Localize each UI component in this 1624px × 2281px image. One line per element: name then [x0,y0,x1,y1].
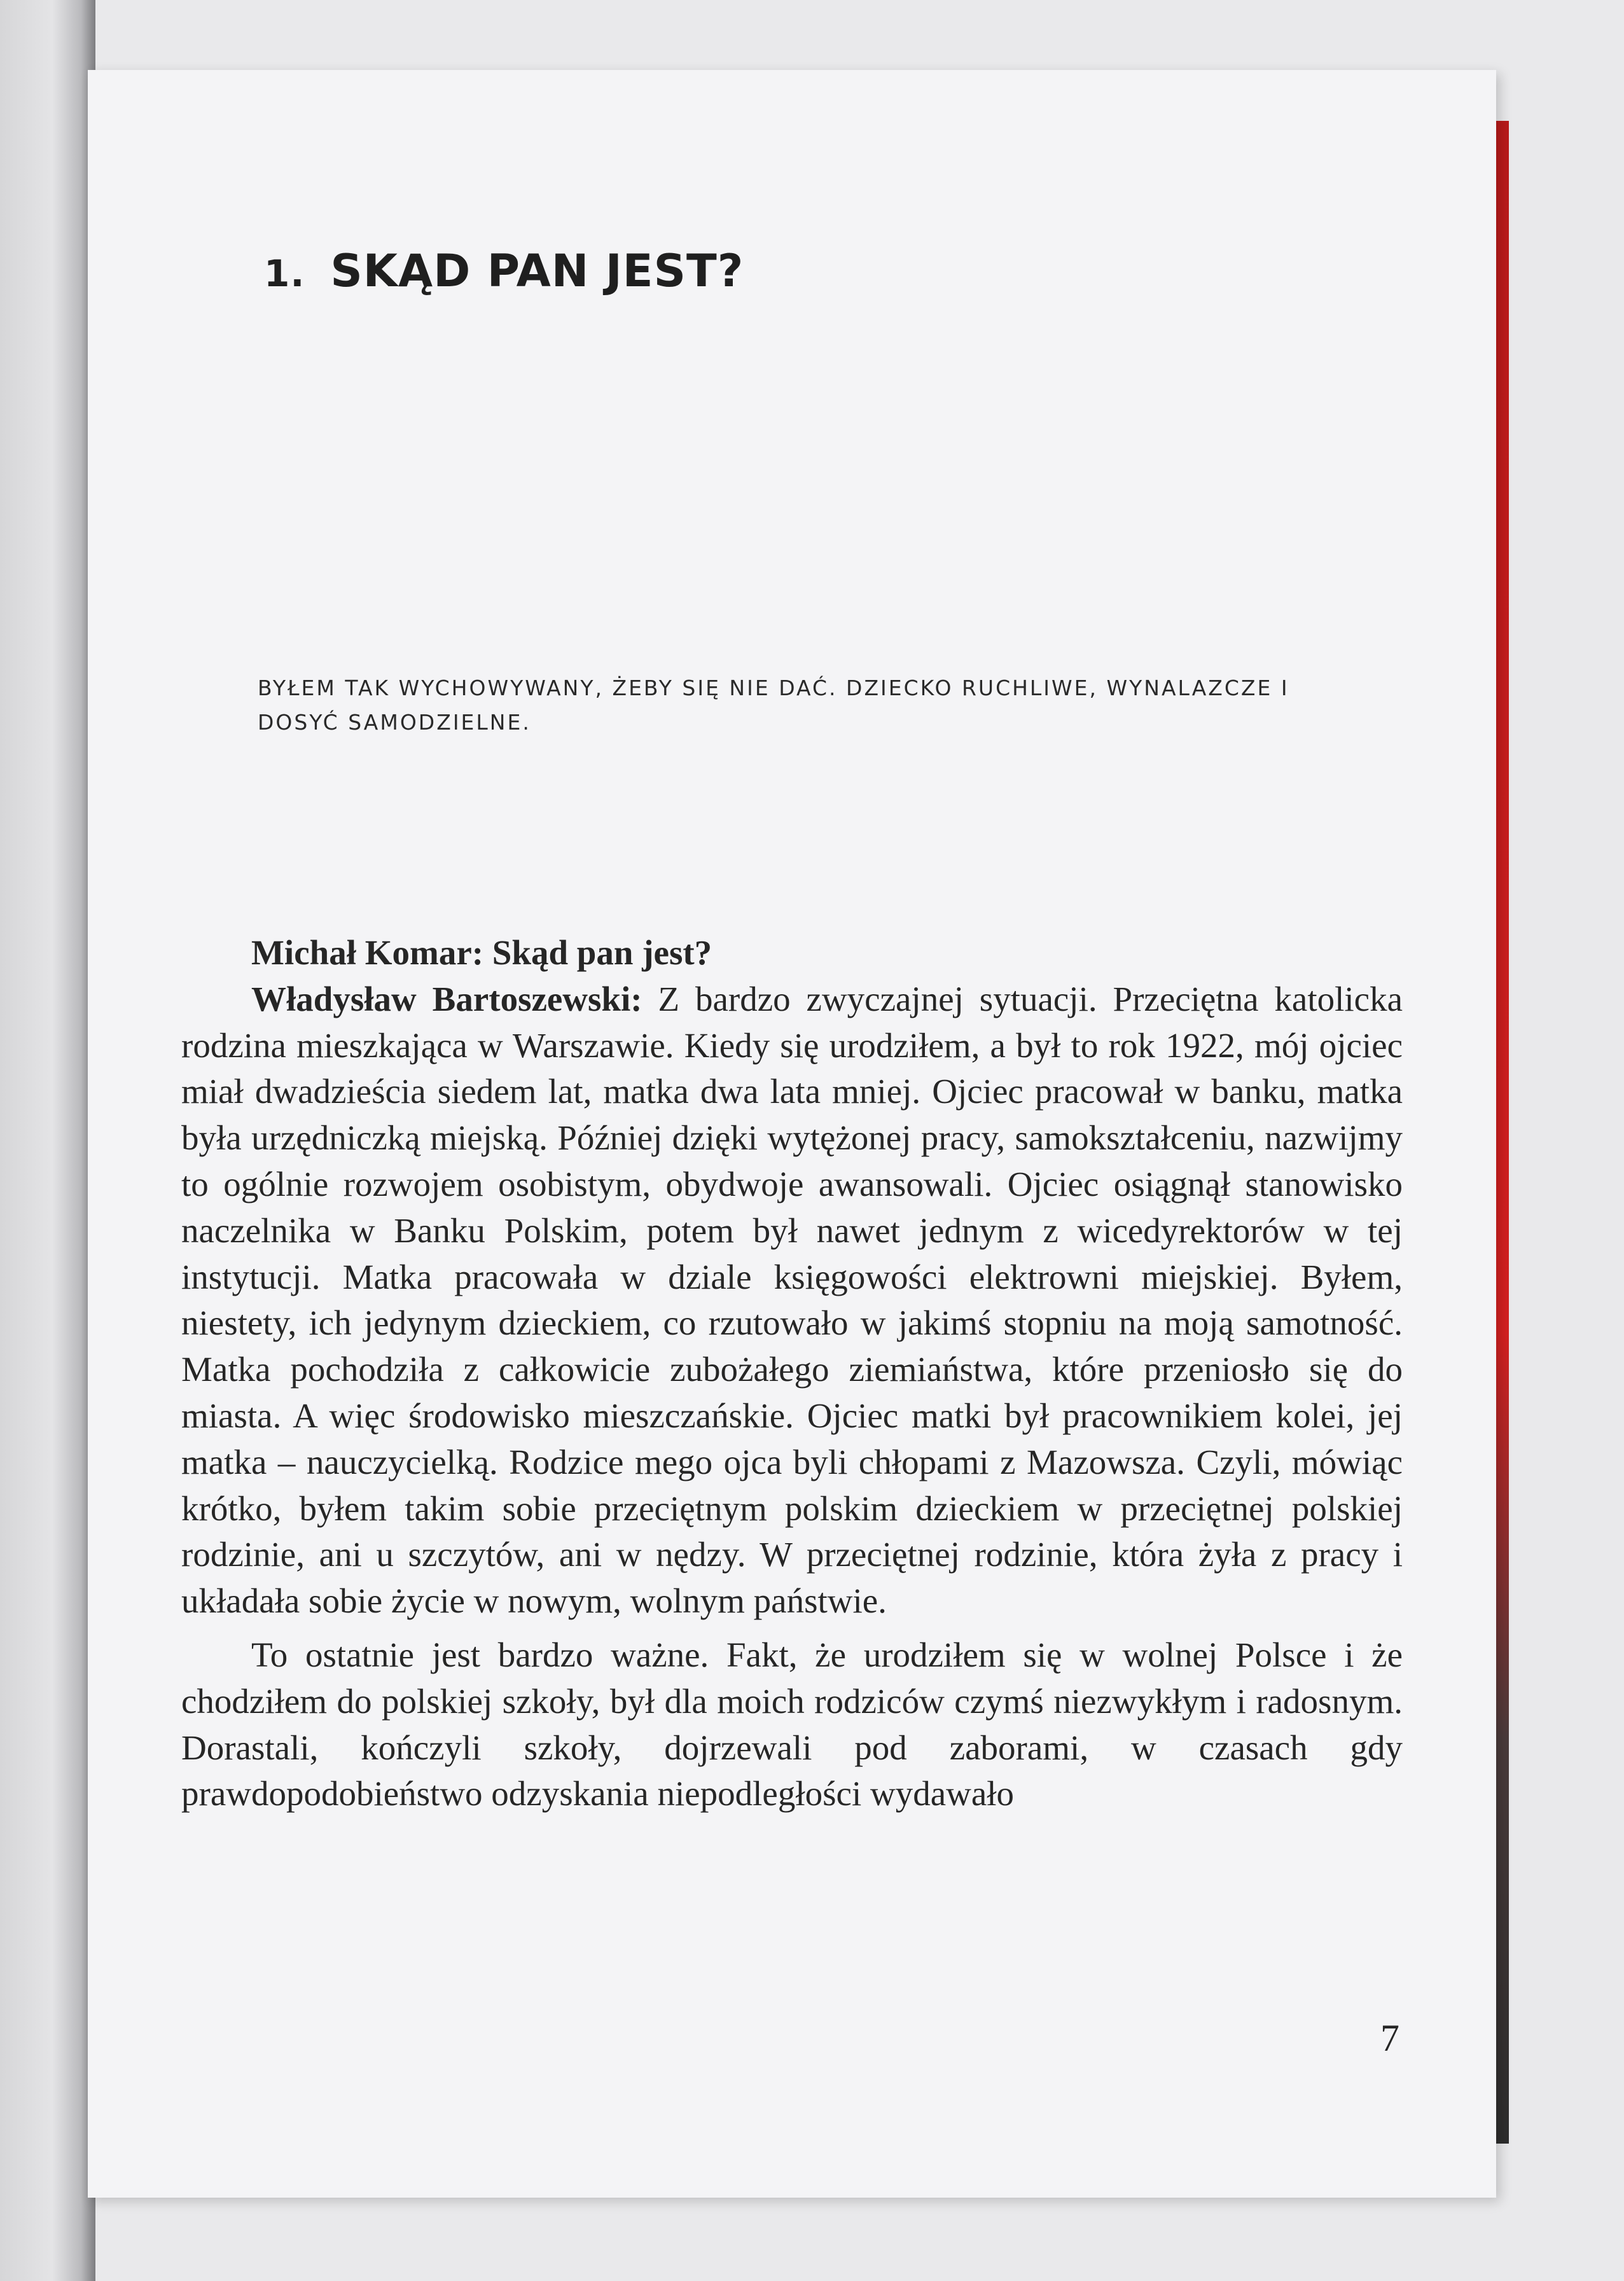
chapter-title: SKĄD PAN JEST? [330,245,744,297]
body-paragraph: To ostatnie jest bardzo ważne. Fakt, że urodziłem się w wolnej Polsce i że chodziłem do polskiej szkoły, był dla moich rodziców czymś niezwykłym i radosnym. Dorastali, kończyli szkoły, dojrzewali pod zaborami, w czasach gdy prawdopodobieństwo odzyskania niepodległości wydawało [181,1635,1403,1813]
book-left-edge [0,0,95,2281]
interview-question [181,930,1403,976]
page-number: 7 [1380,2017,1399,2059]
answer-text: Z bardzo zwyczajnej sytuacji. Przeciętna katolicka rodzina mieszkająca w Warszawie. Kiedy się urodziłem, a był to rok 1922, mój ojciec miał dwadzieścia siedem lat, matka dwa lata mniej. Ojciec pracował w banku, matka była urzędniczką miejską. Później dzięki wytężonej pracy, samokształceniu, nazwijmy to ogólnie rozwojem osobistym, obydwoje awansowali. Ojciec osiągnął stanowisko naczelnika w Banku Polskim, potem był nawet jednym z wicedyrektorów w tej instytucji. Matka pracowała w dziale księgowości elektrowni miejskiej. Byłem, niestety, ich jedynym dzieckiem, co rzutowało w jakimś stopniu na moją samotność. Matka pochodziła z całkowicie zubożałego ziemiaństwa, które przeniosło się do miasta. A więc środowisko mieszczańskie. Ojciec matki był pracownikiem kolei, jej matka – nauczycielką. Rodzice mego ojca byli chłopami z Mazowsza. Czyli, mówiąc krótko, byłem takim sobie przeciętnym polskim dzieckiem w przeciętnej polskiej rodzinie, ani u szczytów, ani w nędzy. W przeciętnej rodzinie, która żyła z pracy i układała sobie życie w nowym, wolnym państwie. [181,979,1403,1621]
interviewer-name: Michał Komar: [251,933,484,972]
chapter-heading [264,245,744,297]
chapter-epigraph: BYŁEM TAK WYCHOWYWANY, ŻEBY SIĘ NIE DAĆ. DZIECKO RUCHLIWE, WYNALAZCZE I DOSYĆ SAMODZIELNE. [258,676,1289,735]
interview-answer [181,976,1403,1625]
question-text: Skąd pan jest? [492,933,712,972]
chapter-body [181,930,1403,1817]
chapter-number: 1. [264,252,305,295]
respondent-name: Władysław Bartoszewski: [251,979,642,1018]
